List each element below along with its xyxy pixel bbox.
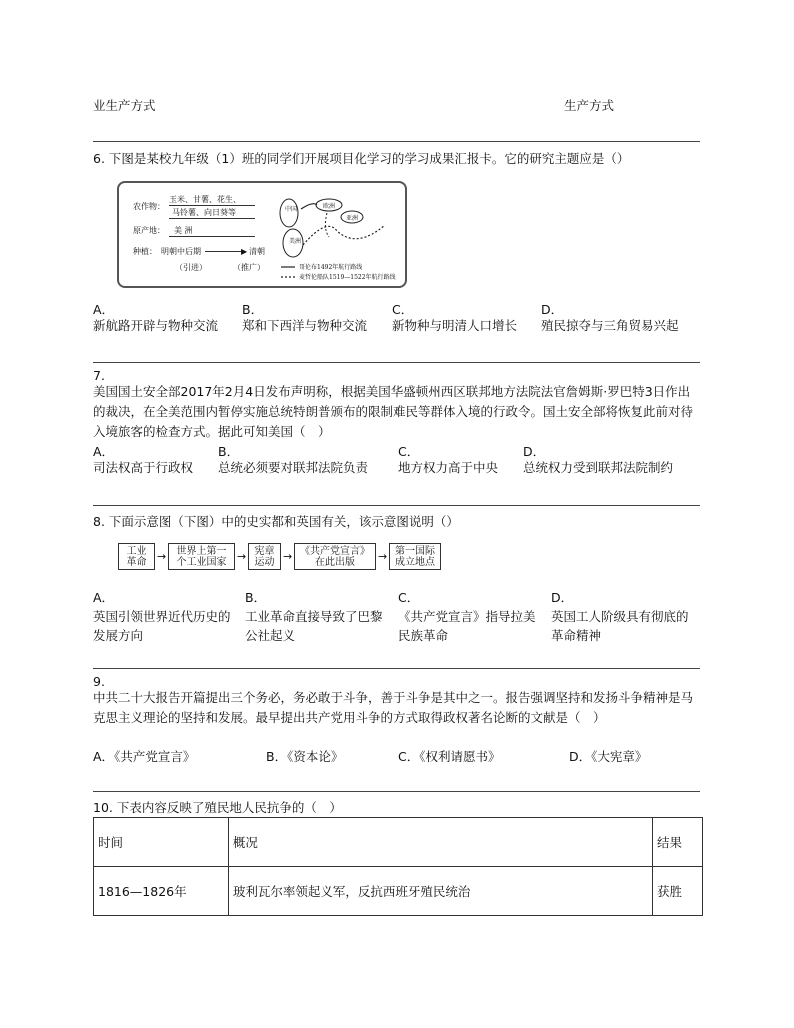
origin-value: 美 洲	[174, 226, 193, 235]
q7-option-a[interactable]: A． 司法权高于行政权	[93, 444, 194, 475]
q6-option-c[interactable]: C． 新物种与明清人口增长	[392, 302, 518, 333]
crops-line2: 马铃薯、向日葵等	[172, 208, 236, 217]
q7-number: 7.	[93, 368, 105, 383]
map-america: 美洲	[289, 238, 302, 245]
q6-option-d[interactable]: D． 殖民掠夺与三角贸易兴起	[541, 302, 679, 333]
q9-stem: 中共二十大报告开篇提出三个务必，务必敢于斗争，善于斗争是其中之一。报告强调坚持和发扬斗争精神是马克思主义理论的坚持和发展。最早提出共产党用斗争的方式取得政权著名论断的文献是（ ）	[93, 690, 694, 725]
map-asia: 亚洲	[346, 215, 359, 222]
q9-number: 9.	[93, 674, 105, 689]
q6-report-card: 农作物： 玉米、甘薯、花生、 马铃薯、向日葵等 原产地： 美 洲 种植： 明朝中后期 ▶ 清朝 （引进） （推广） 中国 美洲 欧洲 亚洲 哥伦布1492年航行路线 麦哲伦船队1519—1522年航行路线	[117, 181, 407, 288]
q7-option-c[interactable]: C． 地方权力高于中央	[398, 444, 499, 475]
separator	[93, 791, 700, 792]
q7-stem: 美国国土安全部2017年2月4日发布声明称，根据美国华盛顿州西区联邦地方法院法官詹姆斯·罗巴特3日作出的裁决，在全美范围内暂停实施总统特朗普颁布的限制难民等群体入境的行政令。国土安全部将恢复此前对待入境旅客的检查方式。据此可知美国（ ）	[93, 384, 694, 439]
q7-option-d[interactable]: D． 总统权力受到联邦法院制约	[523, 444, 674, 475]
crops-label: 农作物：	[133, 202, 165, 211]
origin-label: 原产地：	[133, 226, 165, 235]
table-header-cell: 概况	[228, 818, 652, 867]
flow-box-5: 第一国际 成立地点	[389, 543, 441, 570]
map-europe: 欧洲	[323, 203, 336, 210]
q10-table	[93, 817, 703, 916]
q10-stem: 10. 下表内容反映了殖民地人民抗争的（ ）	[93, 800, 342, 815]
flow-box-4: 《共产党宣言》 在此出版	[294, 543, 376, 570]
table-cell: 1816—1826年	[94, 867, 229, 916]
legend-magellan: 麦哲伦船队1519—1522年航行路线	[299, 274, 396, 281]
q9-option-d[interactable]: D．《大宪章》	[569, 749, 648, 764]
plant-from: 明朝中后期	[161, 247, 201, 256]
route-line	[301, 204, 317, 209]
q9-option-a[interactable]: A．《共产党宣言》	[93, 749, 196, 764]
flow-box-2: 世界上第一 个工业国家	[168, 543, 235, 570]
plant-label: 种植：	[133, 247, 157, 256]
q8-option-d[interactable]: D． 英国工人阶级具有彻底的 革命精神	[551, 590, 689, 643]
plant-intro: （引进）	[175, 263, 207, 272]
q9-option-b[interactable]: B．《资本论》	[266, 749, 344, 764]
q8-option-c[interactable]: C． 《共产党宣言》指导拉美 民族革命	[398, 590, 536, 643]
table-header-cell: 时间	[94, 818, 229, 867]
q9-option-c[interactable]: C．《权利请愿书》	[398, 749, 501, 764]
prev-question-fragment-right: 生产方式	[564, 98, 615, 113]
arrow-line	[205, 251, 243, 252]
map-china: 中国	[285, 206, 298, 213]
separator	[93, 505, 700, 506]
prev-question-fragment-left: 业生产方式	[93, 98, 156, 113]
q8-option-b[interactable]: B． 工业革命直接导致了巴黎 公社起义	[245, 590, 383, 643]
plant-to: 清朝	[249, 247, 265, 256]
q8-option-a[interactable]: A． 英国引领世界近代历史的 发展方向	[93, 590, 231, 643]
flow-box-3: 宪章 运动	[248, 543, 281, 570]
separator	[93, 362, 700, 363]
q7-option-b[interactable]: B． 总统必须要对联邦法院负责	[218, 444, 369, 475]
q6-option-b[interactable]: B． 郑和下西洋与物种交流	[242, 302, 368, 333]
table-cell: 获胜	[653, 867, 703, 916]
table-cell: 玻利瓦尔率领起义军，反抗西班牙殖民统治	[228, 867, 652, 916]
q6-option-a[interactable]: A． 新航路开辟与物种交流	[93, 302, 219, 333]
separator	[93, 668, 700, 669]
legend-columbus: 哥伦布1492年航行路线	[299, 264, 363, 271]
crops-line1: 玉米、甘薯、花生、	[169, 195, 241, 204]
q8-stem: 8. 下面示意图（下图）中的史实都和英国有关，该示意图说明（）	[93, 514, 459, 529]
table-header-cell: 结果	[653, 818, 703, 867]
separator	[93, 141, 700, 142]
q6-stem: 6. 下图是某校九年级（1）班的同学们开展项目化学习的学习成果汇报卡。它的研究主题应是（）	[93, 151, 630, 166]
table-row	[94, 867, 703, 916]
route-dotted	[303, 225, 385, 245]
table-header-row	[94, 818, 703, 867]
flow-box-1: 工业 革命	[118, 543, 155, 570]
plant-promote: （推广）	[233, 263, 265, 272]
